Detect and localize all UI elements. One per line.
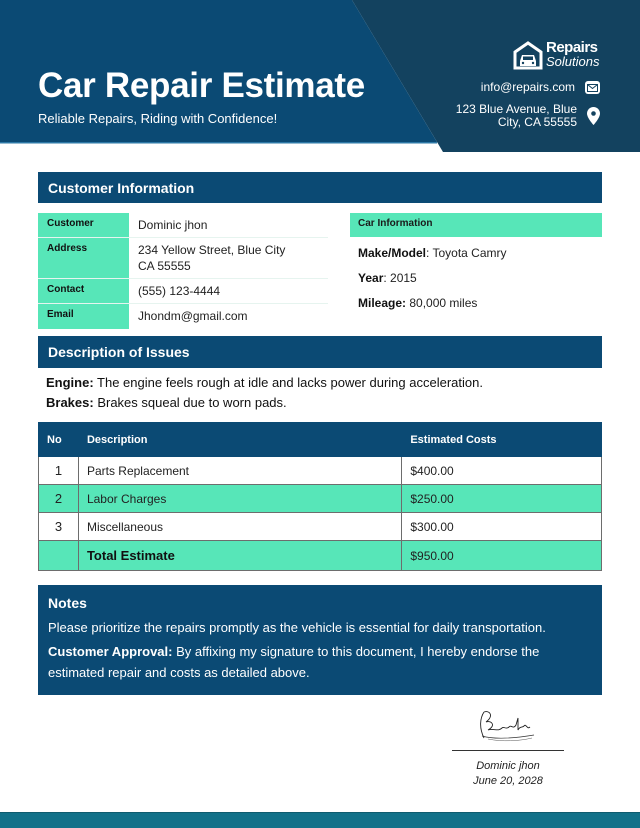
- header-email-row: [481, 81, 600, 94]
- issue-item: [46, 393, 483, 413]
- header-banner: [0, 0, 640, 153]
- issue-label: Engine:: [46, 375, 94, 390]
- header-address-line2: City, CA 55555: [497, 115, 577, 129]
- page-subtitle: Reliable Repairs, Riding with Confidence!: [38, 111, 278, 126]
- address-line1: 234 Yellow Street, Blue City: [138, 243, 286, 257]
- row-description: Labor Charges: [78, 485, 401, 513]
- customer-info-title: Customer Information: [48, 179, 195, 196]
- cost-table: [38, 422, 602, 571]
- signature-line: [452, 750, 564, 751]
- col-header-cost: Estimated Costs: [402, 423, 602, 457]
- garage-car-icon: [513, 40, 543, 70]
- issue-item: [46, 373, 483, 393]
- contact-label: Contact: [38, 279, 129, 303]
- issues-list: [46, 373, 483, 413]
- brand-name-line2: Solutions: [546, 54, 600, 69]
- table-row: [39, 485, 602, 513]
- notes-text: Please prioritize the repairs promptly as the vehicle is essential for daily transportation.: [48, 620, 546, 635]
- customer-row: [38, 213, 328, 238]
- issue-label: Brakes:: [46, 395, 94, 410]
- table-row: [39, 513, 602, 541]
- header-edge-line: [0, 142, 437, 144]
- mileage-label: Mileage:: [358, 296, 407, 310]
- car-year: [350, 271, 602, 287]
- car-info-panel: [350, 213, 602, 312]
- issue-text: Brakes squeal due to worn pads.: [93, 395, 287, 410]
- issues-header: [38, 336, 602, 368]
- mail-icon: [585, 81, 600, 94]
- total-no: [39, 541, 79, 571]
- make-value: : Toyota Camry: [426, 246, 507, 260]
- customer-approval: [48, 641, 592, 683]
- total-row: [39, 541, 602, 571]
- car-mileage: [350, 296, 602, 312]
- row-description: Miscellaneous: [78, 513, 401, 541]
- brand-name-line1: Repairs: [546, 39, 598, 56]
- notes-title: Notes: [48, 595, 87, 611]
- customer-info-table: [38, 213, 328, 329]
- mileage-value: 80,000 miles: [406, 296, 478, 310]
- car-info-title: Car Information: [350, 213, 602, 237]
- total-label: Total Estimate: [78, 541, 401, 571]
- issue-text: The engine feels rough at idle and lacks power during acceleration.: [93, 375, 483, 390]
- approval-text: By affixing my signature to this document, I hereby endorse the estimated repair and costs as detailed above.: [48, 644, 540, 680]
- contact-value: (555) 123-4444: [138, 284, 221, 298]
- contact-row: [38, 279, 328, 304]
- signature-date: June 20, 2028: [473, 775, 543, 787]
- car-make-model: [350, 246, 602, 262]
- table-row: [39, 457, 602, 485]
- address-row: [38, 238, 328, 279]
- year-value: : 2015: [383, 271, 417, 285]
- col-header-description: Description: [78, 423, 401, 457]
- row-cost: $250.00: [402, 485, 602, 513]
- address-value: [129, 238, 328, 278]
- location-pin-icon: [587, 107, 600, 125]
- cost-table-header: [39, 423, 602, 457]
- signature-image: [476, 708, 538, 744]
- email-value: Jhondm@gmail.com: [138, 309, 248, 323]
- year-label: Year: [358, 271, 384, 285]
- row-cost: $400.00: [402, 457, 602, 485]
- make-label: Make/Model: [358, 246, 427, 260]
- total-cost: $950.00: [402, 541, 602, 571]
- address-line2: CA 55555: [138, 259, 191, 273]
- row-no: 1: [39, 457, 79, 485]
- approval-label: Customer Approval:: [48, 644, 173, 659]
- page-title: Car Repair Estimate: [38, 66, 365, 105]
- row-no: 2: [39, 485, 79, 513]
- customer-info-header: [38, 172, 602, 203]
- header-address: [456, 103, 577, 129]
- footer-bar: [0, 812, 640, 828]
- brand-logo: [513, 40, 599, 70]
- customer-label: Customer: [38, 213, 129, 237]
- customer-value: Dominic jhon: [138, 218, 208, 232]
- address-label: Address: [38, 238, 129, 278]
- notes-box: [38, 585, 602, 695]
- signature-name: Dominic jhon: [476, 760, 540, 772]
- header-email[interactable]: info@repairs.com: [480, 80, 575, 94]
- row-cost: $300.00: [402, 513, 602, 541]
- col-header-no: No: [39, 423, 79, 457]
- email-row: [38, 304, 328, 329]
- header-address-line1: 123 Blue Avenue, Blue: [455, 102, 577, 116]
- issues-title: Description of Issues: [48, 344, 190, 360]
- email-label: Email: [38, 304, 129, 329]
- row-no: 3: [39, 513, 79, 541]
- brand-name: [546, 41, 599, 69]
- row-description: Parts Replacement: [78, 457, 401, 485]
- header-address-row: [456, 103, 600, 129]
